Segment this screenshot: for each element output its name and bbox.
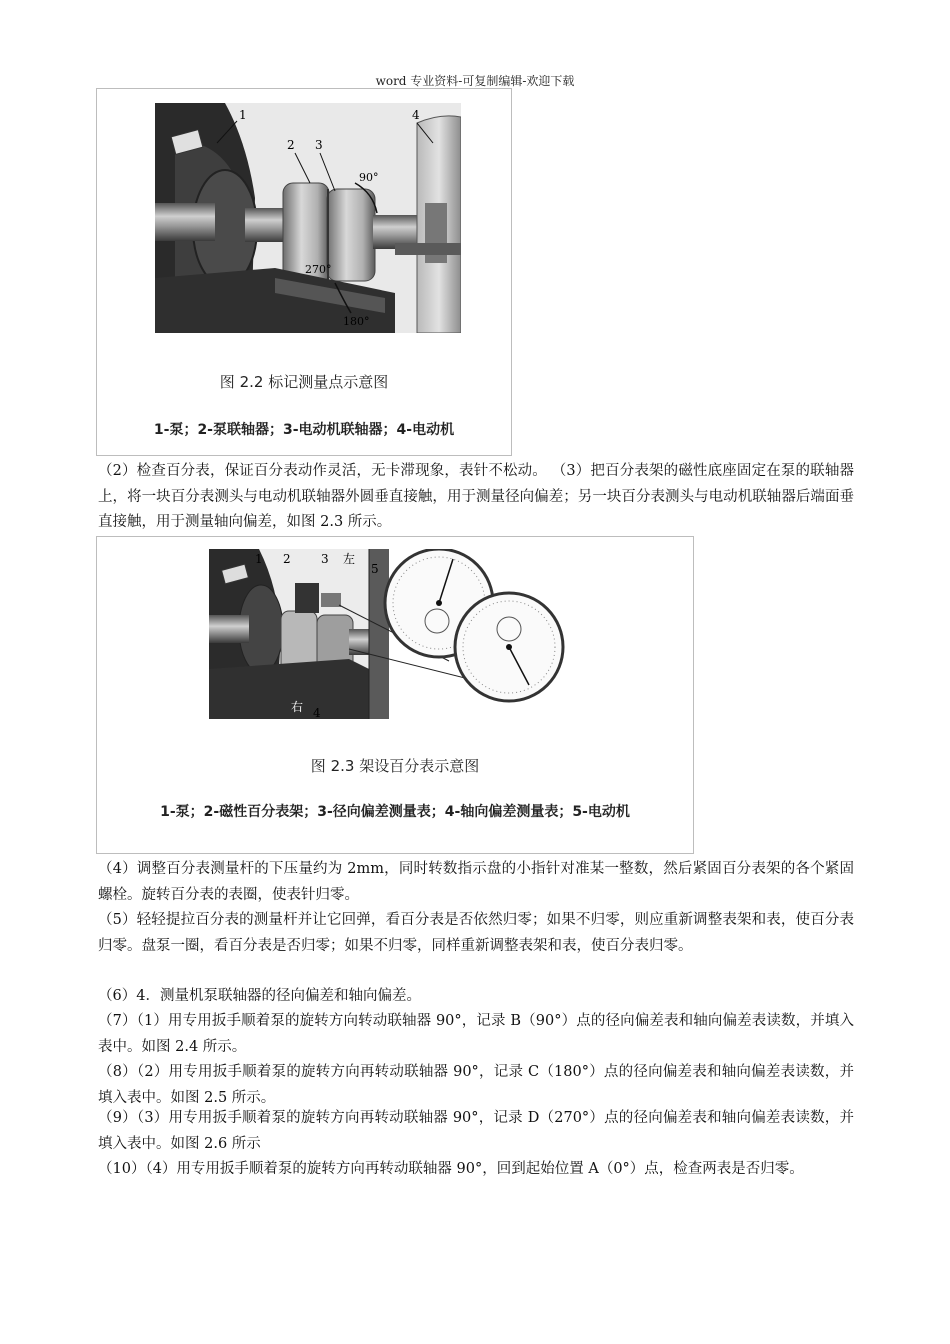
label-2: 2 [287,138,295,152]
label-4: 4 [412,108,420,122]
label-3: 3 [315,138,323,152]
label-1: 1 [239,108,247,122]
paragraph: （8）（2）用专用扳手顺着泵的旋转方向再转动联轴器 90°，记录 C（180°）点的径向偏差表和轴向偏差表读数，并填入表中。如图 2.5 所示。 [98,1064,854,1106]
figure-caption: 图 2.2 标记测量点示意图 [219,373,389,391]
dial-indicator-photo [209,549,569,719]
paragraph: （9）（3）用专用扳手顺着泵的旋转方向再转动联轴器 90°，记录 D（270°）点的径向偏差表和轴向偏差表读数，并填入表中。如图 2.6 所示 [98,1110,854,1152]
label-270deg: 270° [305,263,332,276]
paragraph: （6）4．测量机泵联轴器的径向偏差和轴向偏差。 [98,988,421,1004]
paragraph: （7）（1）用专用扳手顺着泵的旋转方向转动联轴器 90°，记录 B（90°）点的径向偏差表和轴向偏差表读数，并填入表中。如图 2.4 所示。 [98,1013,854,1055]
label-2: 2 [283,552,291,566]
figure-legend: 1-泵；2-泵联轴器；3-电动机联轴器；4-电动机 [153,422,455,438]
label-4: 4 [313,706,321,719]
coupling-photo [155,103,461,333]
page-header: word 专业资料-可复制编辑-欢迎下载 [375,74,575,88]
label-5: 5 [371,562,379,576]
figure-2-3 [96,536,694,854]
label-90deg: 90° [359,171,379,184]
label-right: 右 [291,700,304,714]
label-left: 左 [343,552,356,566]
paragraph: （4）调整百分表测量杆的下压量约为 2mm，同时转数指示盘的小指针对准某一整数，然后紧固百分表架的各个紧固螺栓。旋转百分表的表圈，使表针归零。 [98,861,854,903]
figure-caption: 图 2.3 架设百分表示意图 [310,757,480,775]
label-3: 3 [321,552,329,566]
paragraph: （2）检查百分表，保证百分表动作灵活，无卡滞现象，表针不松动。 （3）把百分表架的磁性底座固定在泵的联轴器上，将一块百分表测头与电动机联轴器外圆垂直接触，用于测量径向偏差；另一块百分表测头与电动机联轴器后端面垂直接触，用于测量轴向偏差，如图 2.3 所示。 [98,463,854,530]
paragraph: （10）（4）用专用扳手顺着泵的旋转方向再转动联轴器 90°，回到起始位置 A（0°）点，检查两表是否归零。 [98,1161,804,1177]
paragraph: （5）轻轻提拉百分表的测量杆并让它回弹，看百分表是否依然归零；如果不归零，则应重新调整表架和表，使百分表归零。盘泵一圈，看百分表是否归零；如果不归零，同样重新调整表架和表，使百分表归零。 [98,912,854,954]
axial-dial-indicator [455,593,563,701]
label-180deg: 180° [343,315,370,328]
figure-legend: 1-泵；2-磁性百分表架；3-径向偏差测量表；4-轴向偏差测量表；5-电动机 [160,804,630,820]
figure-2-2 [96,88,512,456]
label-1: 1 [255,552,263,566]
